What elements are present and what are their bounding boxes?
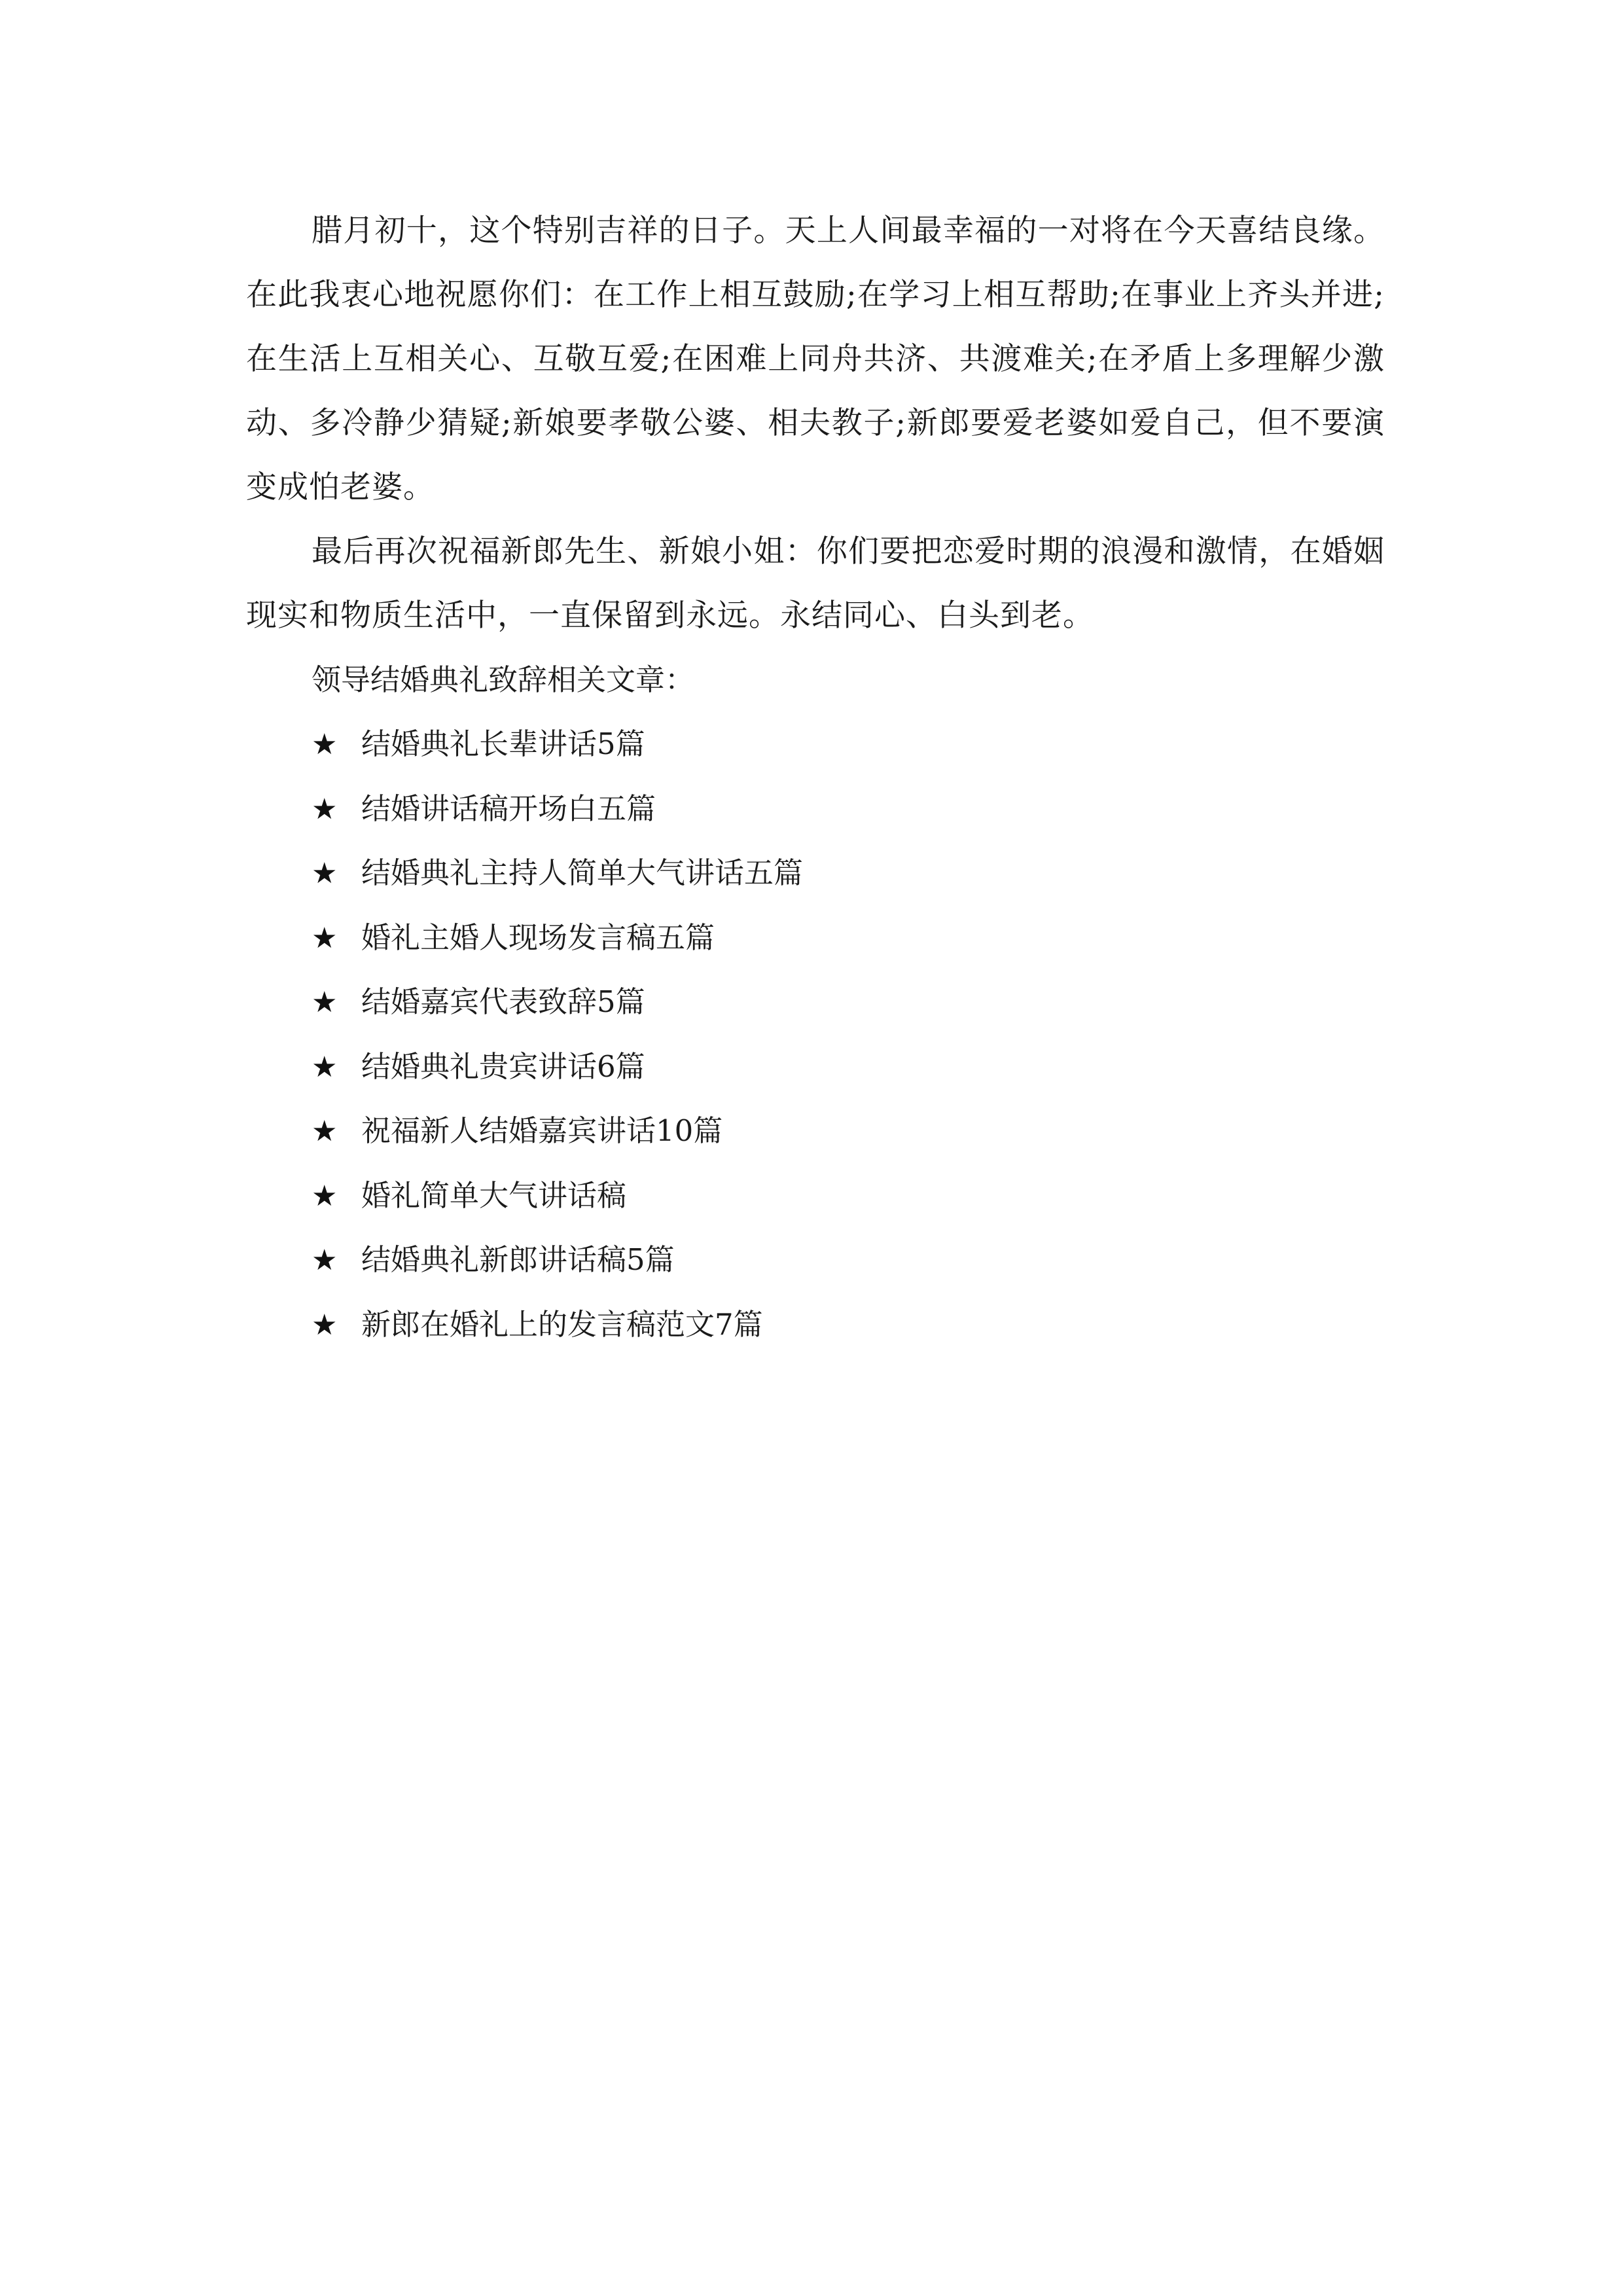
list-item[interactable] (246, 970, 1385, 1035)
list-item[interactable] (246, 1293, 1385, 1357)
star-icon: ★ (312, 1050, 338, 1084)
paragraph-closing: 最后再次祝福新郎先生、新娘小姐：你们要把恋爱时期的浪漫和激情，在婚姻现实和物质生活中，一直保留到永远。永结同心、白头到老。 (246, 533, 1385, 634)
star-icon: ★ (312, 986, 338, 1019)
star-icon: ★ (312, 1308, 338, 1342)
related-article-link[interactable]: 结婚典礼长辈讲话5篇 (361, 726, 645, 761)
related-article-link[interactable]: 新郎在婚礼上的发言稿范文7篇 (361, 1306, 763, 1342)
star-icon: ★ (312, 1115, 338, 1148)
list-item[interactable] (246, 777, 1385, 842)
related-articles-list (246, 712, 1385, 1357)
star-icon: ★ (312, 1179, 338, 1213)
document-body (246, 199, 1385, 1357)
star-icon: ★ (312, 728, 338, 761)
list-item[interactable] (246, 712, 1385, 777)
related-articles-heading: 领导结婚典礼致辞相关文章： (312, 662, 695, 697)
related-article-link[interactable]: 结婚嘉宾代表致辞5篇 (361, 984, 645, 1019)
list-item[interactable] (246, 1035, 1385, 1100)
list-item[interactable] (246, 1228, 1385, 1293)
related-article-link[interactable]: 结婚典礼新郎讲话稿5篇 (361, 1242, 675, 1277)
list-item[interactable] (246, 1099, 1385, 1164)
paragraph-blessing: 腊月初十，这个特别吉祥的日子。天上人间最幸福的一对将在今天喜结良缘。在此我衷心地祝愿你们：在工作上相互鼓励;在学习上相互帮助;在事业上齐头并进;在生活上互相关心、互敬互爱;在困难上同舟共济、共渡难关;在矛盾上多理解少激动、多冷静少猜疑;新娘要孝敬公婆、相夫教子;新郎要爱老婆如爱自己，但不要演变成怕老婆。 (246, 213, 1385, 505)
list-item[interactable] (246, 841, 1385, 906)
related-article-link[interactable]: 结婚典礼主持人简单大气讲话五篇 (361, 855, 804, 890)
list-item[interactable] (246, 906, 1385, 971)
star-icon: ★ (312, 921, 338, 955)
related-article-link[interactable]: 结婚典礼贵宾讲话6篇 (361, 1049, 645, 1084)
star-icon: ★ (312, 1244, 338, 1277)
related-article-link[interactable]: 结婚讲话稿开场白五篇 (361, 791, 656, 826)
star-icon: ★ (312, 792, 338, 826)
related-article-link[interactable]: 婚礼简单大气讲话稿 (361, 1177, 627, 1213)
list-item[interactable] (246, 1164, 1385, 1229)
star-icon: ★ (312, 857, 338, 890)
related-article-link[interactable]: 祝福新人结婚嘉宾讲话10篇 (361, 1113, 723, 1148)
related-article-link[interactable]: 婚礼主婚人现场发言稿五篇 (361, 920, 715, 955)
